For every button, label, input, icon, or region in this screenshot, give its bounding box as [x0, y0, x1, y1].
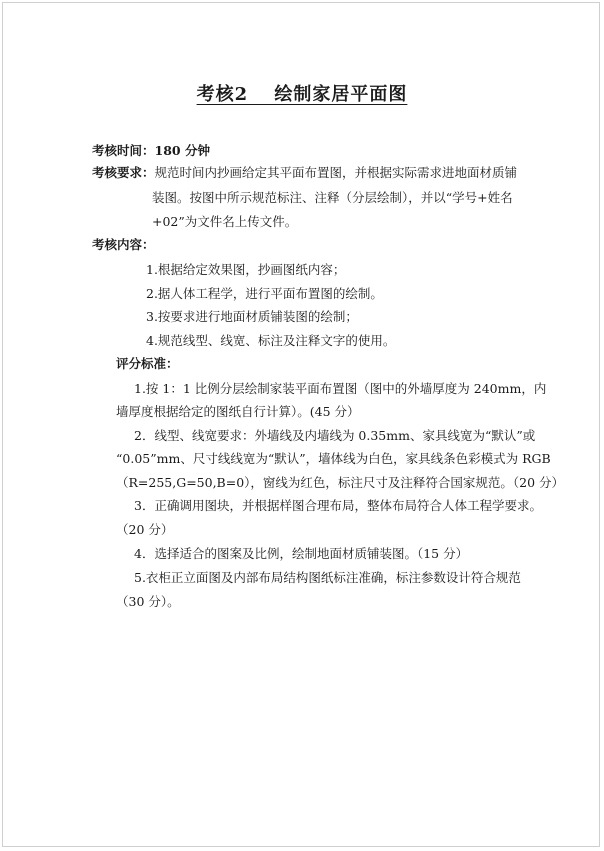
content-item: 2.据人体工程学，进行平面布置图的绘制。 — [146, 286, 383, 301]
time-value: 180 分钟 — [154, 143, 210, 158]
content-label: 考核内容： — [92, 237, 155, 252]
criteria-line: 1.按 1：1 比例分层绘制家装平面布置图（图中的外墙厚度为 240mm，内 — [134, 381, 547, 396]
content-item: 1.根据给定效果图，抄画图纸内容； — [146, 262, 346, 277]
criteria-line: 墙厚度根据给定的图纸自行计算）。(45 分） — [116, 404, 360, 419]
requirement-label: 考核要求： — [92, 165, 155, 180]
criteria-line: 5.衣柜正立面图及内部布局结构图纸标注准确，标注参数设计符合规范 — [134, 570, 521, 585]
requirement-row — [92, 165, 517, 181]
criteria-line: 2．线型、线宽要求：外墙线及内墙线为 0.35mm、家具线宽为“默认”或 — [134, 428, 536, 443]
criteria-label: 评分标准： — [116, 356, 179, 371]
content-item: 4.规范线型、线宽、标注及注释文字的使用。 — [146, 333, 396, 348]
time-label: 考核时间： — [92, 143, 155, 158]
time-row — [92, 143, 210, 159]
content-item: 3.按要求进行地面材质铺装图的绘制； — [146, 309, 358, 324]
criteria-line: （R=255,G=50,B=0），窗线为红色，标注尺寸及注释符合国家规范。（20 分） — [116, 475, 565, 490]
criteria-line: “0.05”mm、尺寸线线宽为“默认”，墙体线为白色，家具线条色彩模式为 RGB — [116, 451, 551, 466]
criteria-line: （20 分） — [116, 522, 174, 537]
requirement-line: 装图。按图中所示规范标注、注释（分层绘制），并以“学号+姓名 — [152, 190, 513, 205]
requirement-line: +02”为文件名上传文件。 — [152, 214, 298, 229]
criteria-line: 3．正确调用图块，并根据样图合理布局，整体布局符合人体工程学要求。 — [134, 498, 542, 513]
criteria-line: （30 分）。 — [116, 594, 180, 609]
requirement-line: 规范时间内抄画给定其平面布置图，并根据实际需求进地面材质铺 — [154, 165, 518, 180]
document-title: 考核2 绘制家居平面图 — [196, 84, 408, 105]
criteria-line: 4．选择适合的图案及比例，绘制地面材质铺装图。（15 分） — [134, 546, 469, 561]
page-border — [2, 2, 600, 847]
